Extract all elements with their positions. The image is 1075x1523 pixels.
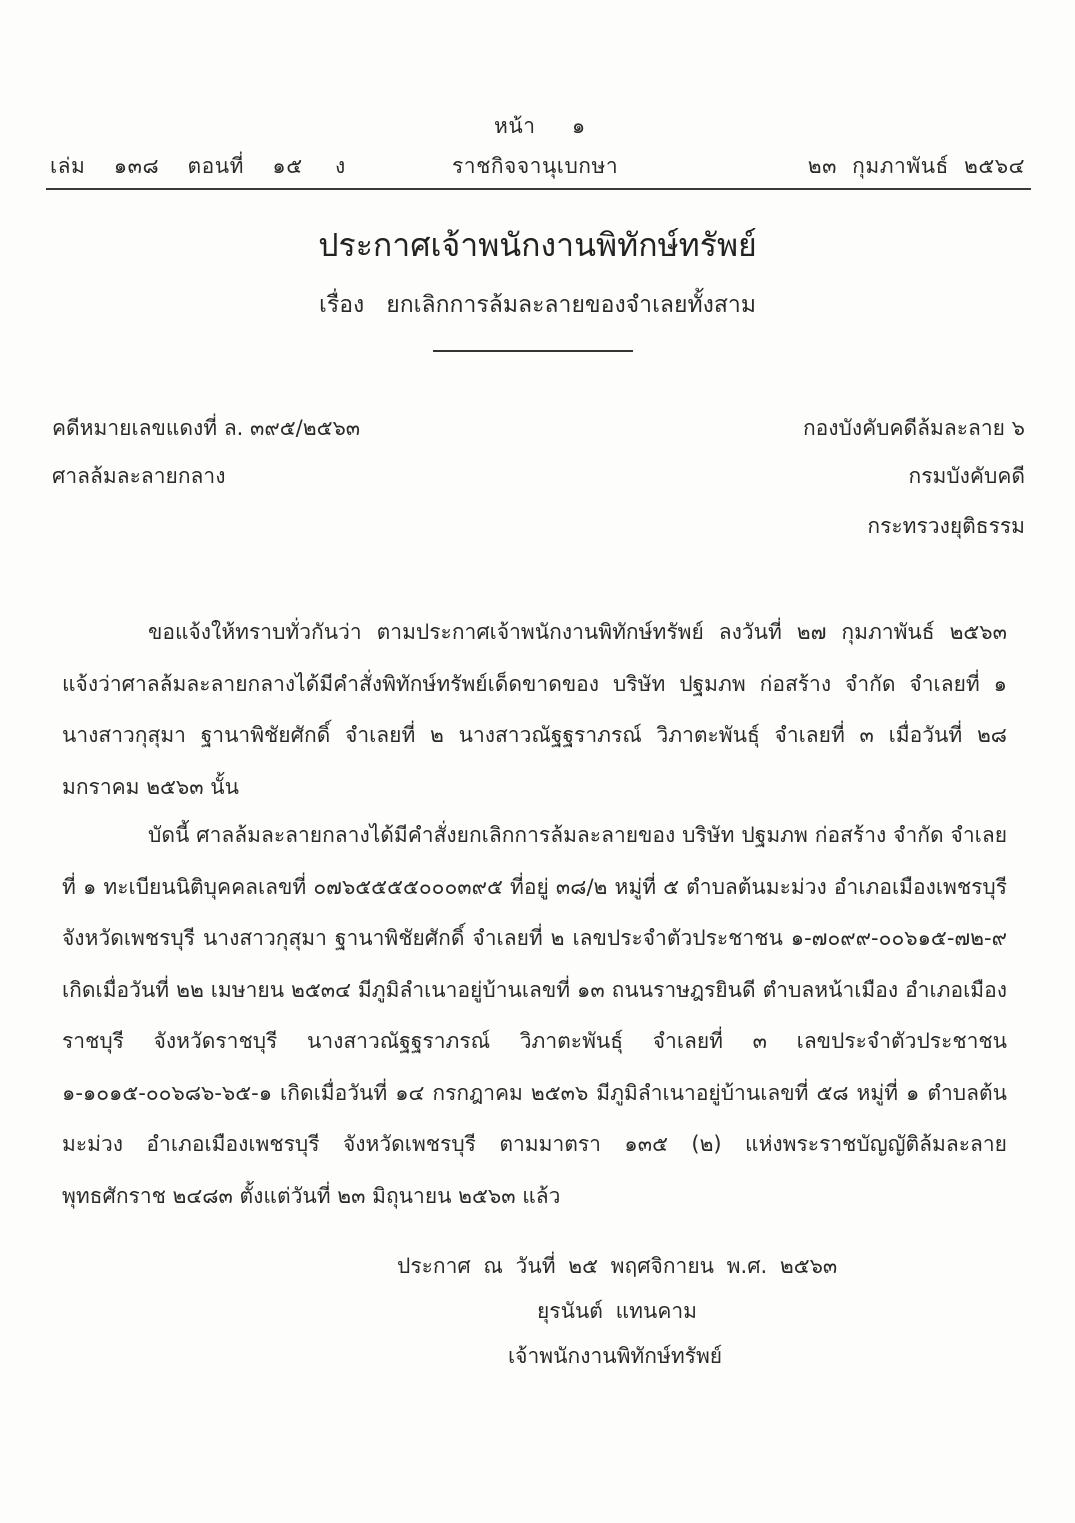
case-number: คดีหมายเลขแดงที่ ล. ๓๙๕/๒๕๖๓	[52, 416, 361, 440]
paragraph-1-text: ขอแจ้งให้ทราบทั่วกันว่า ตามประกาศเจ้าพนักงานพิทักษ์ทรัพย์ ลงวันที่ ๒๗ กุมภาพันธ์ ๒๕๖๓ แจ้งว่าศาลล้มละลายกลางได้มีคำสั่งพิทักษ์ทรัพย์เด็ดขาดของ บริษัท ปฐมภพ ก่อสร้าง จำกัด จำเลยที่ ๑ นางสาวกุสุมา ฐานาพิชัยศักดิ์ จำเลยที่ ๒ นางสาวณัฐฐราภรณ์ วิภาตะพันธุ์ จำเลยที่ ๓ เมื่อวันที่ ๒๘ มกราคม ๒๕๖๓ นั้น	[62, 620, 1007, 799]
court-name: ศาลล้มละลายกลาง	[52, 464, 226, 488]
volume-label: เล่ม	[50, 154, 86, 178]
volume-section	[50, 150, 346, 183]
announcement-date: ประกาศ ณ วันที่ ๒๕ พฤศจิกายน พ.ศ. ๒๕๖๓	[397, 1254, 838, 1278]
document-subject	[0, 287, 1075, 323]
paragraph-2-text: บัดนี้ ศาลล้มละลายกลางได้มีคำสั่งยกเลิกการล้มละลายของ บริษัท ปฐมภพ ก่อสร้าง จำกัด จำเลยที่ ๑ ทะเบียนนิติบุคคลเลขที่ ๐๗๖๕๕๕๕๐๐๐๓๙๕ ที่อยู่ ๓๘/๒ หมู่ที่ ๕ ตำบลต้นมะม่วง อำเภอเมืองเพชรบุรี จังหวัดเพชรบุรี นางสาวกุสุมา ฐานาพิชัยศักดิ์ จำเลยที่ ๒ เลขประจำตัวประชาชน ๑-๗๐๙๙-๐๐๖๑๕-๗๒-๙ เกิดเมื่อวันที่ ๒๒ เมษายน ๒๕๓๔ มีภูมิลำเนาอยู่บ้านเลขที่ ๑๓ ถนนราษฎรยินดี ตำบลหน้าเมือง อำเภอเมืองราชบุรี จังหวัดราชบุรี นางสาวณัฐฐราภรณ์ วิภาตะพันธุ์ จำเลยที่ ๓ เลขประจำตัวประชาชน ๑-๑๐๑๕-๐๐๖๘๖-๖๕-๑ เกิดเมื่อวันที่ ๑๔ กรกฎาคม ๒๕๓๖ มีภูมิลำเนาอยู่บ้านเลขที่ ๕๘ หมู่ที่ ๑ ตำบลต้นมะม่วง อำเภอเมืองเพชรบุรี จังหวัดเพชรบุรี ตามมาตรา ๑๓๕ (๒) แห่งพระราชบัญญัติล้มละลาย พุทธศักราช ๒๔๘๓ ตั้งแต่วันที่ ๒๓ มิถุนายน ๒๕๖๓ แล้ว	[62, 823, 1007, 1208]
title-divider	[433, 350, 633, 352]
subject-text: ยกเลิกการล้มละลายของจำเลยทั้งสาม	[386, 292, 757, 318]
paragraph-1	[62, 607, 1007, 813]
signatory-name: ยุรนันต์ แทนคาม	[537, 1299, 698, 1323]
volume-number: ๑๓๘	[113, 154, 160, 178]
page-label: หน้า	[494, 114, 536, 138]
page-number-line	[494, 110, 586, 143]
office-division: กองบังคับคดีล้มละลาย ๖	[802, 416, 1025, 440]
subject-label: เรื่อง	[318, 292, 365, 318]
page-number: ๑	[571, 114, 586, 138]
section-label: ตอนที่	[187, 154, 244, 178]
paragraph-2	[62, 810, 1007, 1222]
section-number: ๑๕	[272, 154, 303, 178]
document-title: ประกาศเจ้าพนักงานพิทักษ์ทรัพย์	[318, 226, 757, 264]
office-ministry: กระทรวงยุติธรรม	[867, 514, 1025, 538]
gazette-name: ราชกิจจานุเบกษา	[452, 154, 619, 178]
section-suffix: ง	[334, 154, 346, 178]
office-department: กรมบังคับคดี	[908, 464, 1025, 488]
signatory-position: เจ้าพนักงานพิทักษ์ทรัพย์	[508, 1344, 723, 1368]
header-rule	[46, 188, 1031, 190]
gazette-date: ๒๓ กุมภาพันธ์ ๒๕๖๔	[807, 154, 1025, 178]
